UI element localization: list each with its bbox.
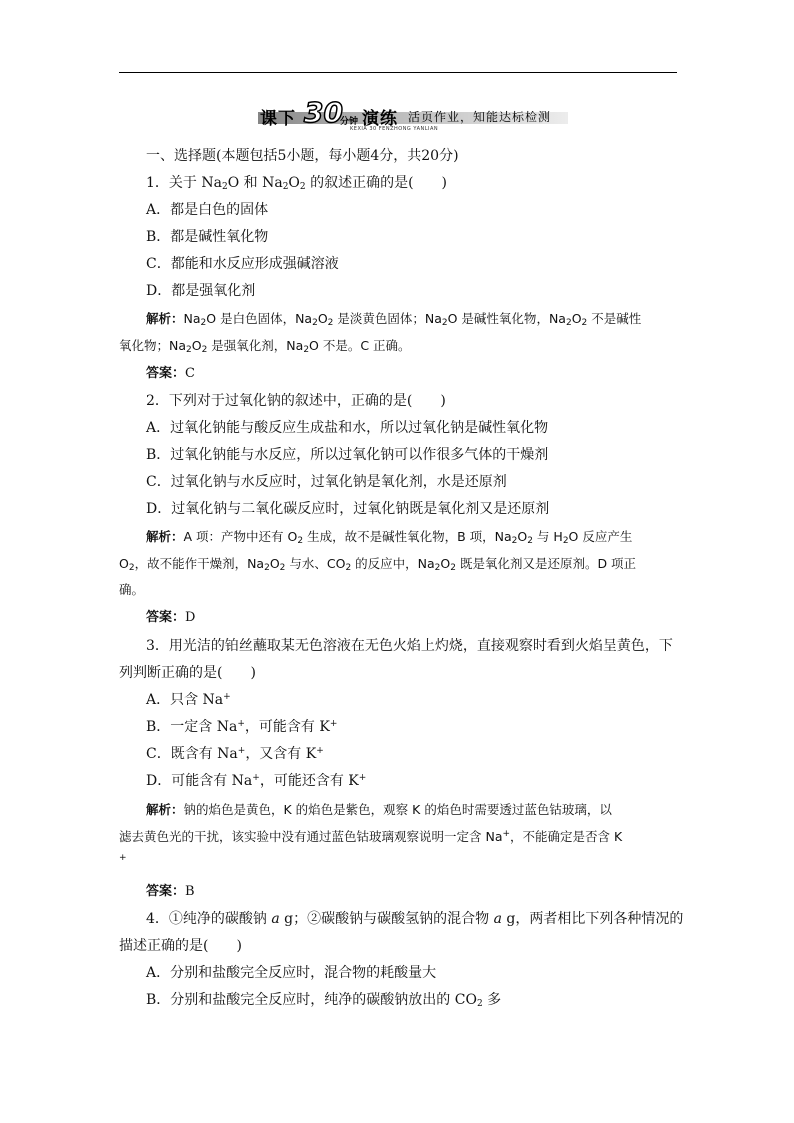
q2-analysis-line1: 解析：A 项：产物中还有 $O_2$ 生成，故不是碱性氧化物，B 项，$Na_2O_2$ 与 $H_2O$ 反应产生 xyxy=(146,529,633,546)
q4-stem-line2: 描述正确的是( ) xyxy=(119,938,242,954)
section-title: 一、选择题(本题包括5小题，每小题4分，共20分) xyxy=(146,148,459,164)
q3-option-d: D．可能含有 Na+，可能还含有 K+ xyxy=(146,773,367,789)
banner-number: 30 xyxy=(304,96,343,129)
q1-option-d: D．都是强氧化剂 xyxy=(146,283,256,299)
q3-option-b: B．一定含 Na+，可能含有 K+ xyxy=(146,719,338,735)
q3-option-a: A．只含 Na+ xyxy=(146,692,231,708)
q2-stem: 2．下列对于过氧化钠的叙述中，正确的是( ) xyxy=(146,393,446,409)
q4-option-a: A．分别和盐酸完全反应时，混合物的耗酸量大 xyxy=(146,965,437,981)
q2-option-a: A．过氧化钠能与酸反应生成盐和水，所以过氧化钠是碱性氧化物 xyxy=(146,420,549,436)
banner-pinyin: KEXIA 30 FENZHONG YANLIAN xyxy=(350,126,439,132)
q3-analysis-line2: 滤去黄色光的干扰，该实验中没有通过蓝色钴玻璃观察说明一定含 Na+，不能确定是否含 K xyxy=(119,829,623,844)
banner-part4: 演练 xyxy=(362,109,398,129)
q1-stem: 1．关于 $Na_2O$ 和 $Na_2O_2$ 的叙述正确的是( ) xyxy=(146,175,448,192)
q3-analysis-line1: 解析：钠的焰色是黄色，K 的焰色是紫色，观察 K 的焰色时需要透过蓝色钴玻璃，以 xyxy=(146,802,612,817)
q3-stem-line2: 列判断正确的是( ) xyxy=(119,665,256,681)
q3-option-c: C．既含有 Na+，又含有 K+ xyxy=(146,746,324,762)
q1-analysis-line1: 解析：$Na_2O$ 是白色固体，$Na_2O_2$ 是淡黄色固体；$Na_2O$ 是碱性氧化物，$Na_2O_2$ 不是碱性 xyxy=(146,311,642,328)
banner-part3: 分钟 xyxy=(340,117,359,127)
q2-option-b: B．过氧化钠能与水反应，所以过氧化钠可以作很多气体的干燥剂 xyxy=(146,447,549,463)
q1-option-a: A．都是白色的固体 xyxy=(146,202,269,218)
q2-analysis-line3: 确。 xyxy=(119,582,145,597)
q3-answer: 答案：B xyxy=(146,884,195,899)
q1-answer: 答案：C xyxy=(146,366,195,381)
header-rule xyxy=(119,72,677,73)
q2-option-c: C．过氧化钠与水反应时，过氧化钠是氧化剂，水是还原剂 xyxy=(146,474,507,490)
q1-option-c: C．都能和水反应形成强碱溶液 xyxy=(146,256,339,272)
banner-slogan: 活页作业，知能达标检测 xyxy=(408,110,552,124)
q3-stem-line1: 3．用光洁的铂丝蘸取某无色溶液在无色火焰上灼烧，直接观察时看到火焰呈黄色，下 xyxy=(146,638,673,654)
section-banner xyxy=(258,96,568,132)
q2-option-d: D．过氧化钠与二氧化碳反应时，过氧化钠既是氧化剂又是还原剂 xyxy=(146,501,550,517)
q2-answer: 答案：D xyxy=(146,610,196,625)
q2-analysis-line2: $O_2$，故不能作干燥剂，$Na_2O_2$ 与水、$CO_2$ 的反应中，$Na_2O_2$ 既是氧化剂又是还原剂。D 项正 xyxy=(119,556,637,573)
q3-analysis-line3: + xyxy=(119,853,127,863)
q1-analysis-line2: 氧化物；$Na_2O_2$ 是强氧化剂，$Na_2O$ 不是。C 正确。 xyxy=(119,338,411,355)
banner-part1: 课下 xyxy=(260,109,296,129)
q4-stem-line1: 4．①纯净的碳酸钠 a g；②碳酸钠与碳酸氢钠的混合物 a g，两者相比下列各种情况的 xyxy=(146,911,684,927)
q1-option-b: B．都是碱性氧化物 xyxy=(146,229,269,245)
q4-option-b: B．分别和盐酸完全反应时，纯净的碳酸钠放出的 $CO_2$ 多 xyxy=(146,992,502,1009)
